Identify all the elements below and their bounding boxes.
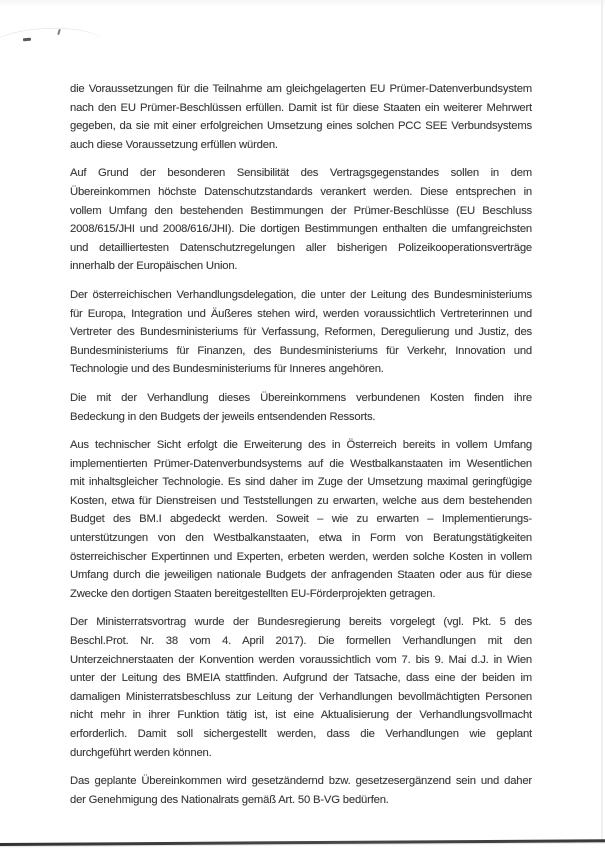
text-line: Beschl.Prot. Nr. 38 vom 4. April 2017). Die formellen Verhandlungen mit den [70, 635, 532, 648]
text-line: innerhalb der Europäischen Union. [70, 260, 238, 273]
text-line: Das geplante Übereinkommen wird gesetzändernd bzw. gesetzesergänzend sein und daher [70, 775, 532, 788]
text-line: Der Ministerratsvortrag wurde der Bundesregierung bereits vorgelegt (vgl. Pkt. 5 des [70, 616, 532, 629]
text-line: Übereinkommen höchste Datenschutzstandards verankert werden. Diese entsprechen in [70, 185, 532, 198]
paragraph [70, 389, 532, 426]
text-line: Bundesministeriums für Finanzen, des Bundesministeriums für Verkehr, Innovation und [70, 344, 532, 357]
text-line: 2008/615/JHI und 2008/616/JHI). Die dortigen Bestimmungen enthalten die umfangreichsten [70, 223, 532, 236]
text-line: unterstützungen von den Westbalkanstaaten, etwa in Form von Beratungstätigkeiten [70, 532, 532, 545]
text-line: Auf Grund der besonderen Sensibilität des Vertragsgegenstandes sollen in dem [70, 167, 532, 180]
text-line: nach den EU Prümer-Beschlüssen erfüllen. Damit ist für diese Staaten ein weiterer Mehrwert [70, 101, 532, 114]
scan-artifact-curve [0, 25, 104, 66]
text-line: und detailliertesten Datenschutzregelungen aller bisherigen Polizeikooperationsverträge [70, 241, 532, 254]
text-line: damaligen Ministerratsbeschluss zur Leitung der Verhandlungen bevollmächtigten Personen [70, 690, 532, 703]
text-line: Bedeckung in den Budgets der jeweils entsendenden Ressorts. [70, 410, 376, 423]
text-line: österreichischer Expertinnen und Experten, erbeten werden, werden solche Kosten in vollem [70, 550, 532, 563]
text-line: vollem Umfang den bestehenden Bestimmungen der Prümer-Beschlüsse (EU Beschluss [70, 204, 532, 217]
text-line: durchgeführt werden können. [70, 746, 212, 759]
text-line: Die mit der Verhandlung dieses Übereinkommens verbundenen Kosten finden ihre [70, 391, 532, 404]
text-line: Unterzeichnerstaaten der Konvention werden voraussichtlich vom 7. bis 9. Mai d.J. in Wien [70, 653, 532, 666]
text-line: die Voraussetzungen für die Teilnahme am gleichgelagerten EU Prümer-Datenverbundsystem [70, 83, 532, 95]
paragraph [70, 436, 532, 603]
text-line: Zwecke den dortigen Staaten bereitgestellten EU-Förderprojekten getragen. [70, 587, 436, 600]
paragraph [70, 80, 532, 154]
text-line: für Europa, Integration und Äußeres stehen wird, werden voraussichtlich Vertreterinnen und [70, 307, 532, 320]
text-line: erforderlich. Damit soll sichergestellt werden, dass die Verhandlungen wie geplant [70, 728, 532, 740]
text-line: Budget des BM.I abgedeckt werden. Soweit – wie zu erwarten – Implementierungs- [70, 513, 532, 526]
text-line: auch diese Voraussetzung erfüllen würden. [70, 138, 278, 151]
text-line: Aus technischer Sicht erfolgt die Erweiterung des in Österreich bereits in vollem Umfang [70, 439, 532, 452]
document-text [70, 80, 532, 819]
text-line: mit inhaltsgleicher Technologie. Es sind daher im Zuge der Umsetzung maximal geringfügige [70, 476, 532, 489]
text-line: Der österreichischen Verhandlungsdelegation, die unter der Leitung des Bundesministeriums [70, 288, 532, 301]
page-right-edge-line [601, 0, 603, 843]
paragraph [70, 613, 532, 762]
text-line: Vertreter des Bundesministeriums für Verfassung, Reformen, Deregulierung und Justiz, des [70, 326, 532, 339]
pen-mark-dash [23, 38, 31, 42]
text-line: Technologie und des Bundesministeriums für Inneres angehören. [70, 363, 384, 376]
text-line: Kosten, etwa für Dienstreisen und Teststellungen zu erwarten, welche aus dem bestehenden [70, 494, 532, 507]
page-bottom-edge-line [0, 839, 605, 845]
paragraph [70, 286, 532, 379]
text-line: Umfang durch die jeweiligen nationale Budgets der anfragenden Staaten oder aus für diese [70, 569, 532, 582]
paragraph [70, 164, 532, 276]
scan-top-edge-shadow [0, 0, 605, 7]
paragraph [70, 772, 532, 809]
text-line: gegeben, da sie mit einer erfolgreichen Umsetzung eines solchen PCC SEE Verbundsystems [70, 120, 532, 133]
text-line: implementierten Prümer-Datenverbundsystems auf die Westbalkanstaaten im Wesentlichen [70, 457, 532, 470]
text-line: unter der Leitung des BMEIA stattfinden. Aufgrund der Tatsache, dass eine der beiden im [70, 672, 532, 685]
text-line: der Genehmigung des Nationalrats gemäß Art. 50 B-VG bedürfen. [70, 793, 389, 806]
text-line: nicht mehr in ihrer Funktion tätig ist, ist eine Aktualisierung der Verhandlungsvollmacht [70, 709, 532, 722]
